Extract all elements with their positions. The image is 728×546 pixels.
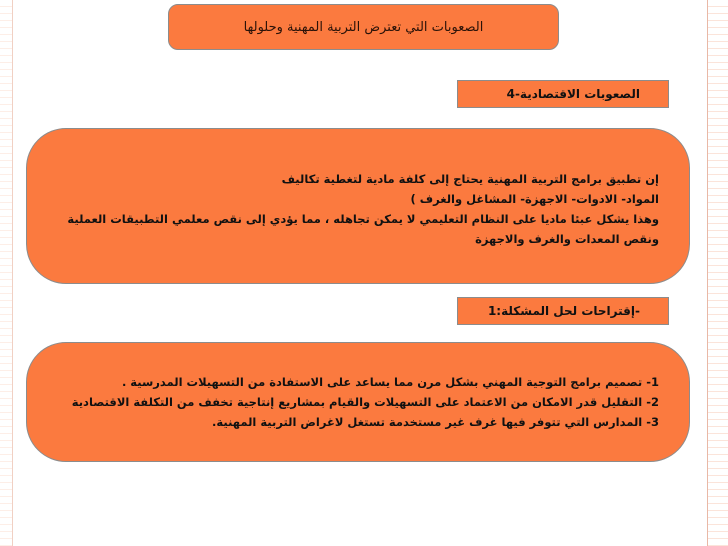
solutions-content-box [26, 342, 690, 462]
economic-difficulties-content-box [26, 128, 690, 284]
content-line: إن تطبيق برامج التربية المهنية يحتاج إلى كلفة مادية لتغطية تكاليف [281, 172, 659, 186]
section-label-text: إقتراحات لحل المشكلة:1- [487, 304, 640, 318]
section-label-solutions [457, 297, 669, 325]
content-line: ونقص المعدات والغرف والاجهزة [475, 232, 659, 246]
decorative-right-border [707, 0, 728, 546]
content-line: وهذا يشكل عبئا ماديا على النظام التعليمي لا يمكن تجاهله ، مما يؤدي إلى نقص معلمي التطبيقات العملية [67, 212, 659, 226]
list-item: 1- تصميم برامج التوجية المهني بشكل مرن مما يساعد على الاستفادة من التسهيلات المدرسية . [121, 375, 659, 389]
list-item: 2- التقليل قدر الامكان من الاعتماد على التسهيلات والقيام بمشاريع إنتاجية تخفف من التكلفة الاقتصادية [71, 395, 659, 409]
section-label-text: الصعوبات الاقتصادية-4 [506, 87, 640, 101]
content-line: المواد- الادوات- الاجهزة- المشاغل والغرف ) [410, 192, 659, 206]
slide-title-box [168, 4, 559, 50]
decorative-left-border [0, 0, 13, 546]
list-item: 3- المدارس التي تتوفر فيها غرف غير مستخدمة تستغل لاغراض التربية المهنية. [212, 415, 659, 429]
section-label-economic-difficulties [457, 80, 669, 108]
slide-title: الصعوبات التي تعترض التربية المهنية وحلولها [243, 19, 484, 35]
